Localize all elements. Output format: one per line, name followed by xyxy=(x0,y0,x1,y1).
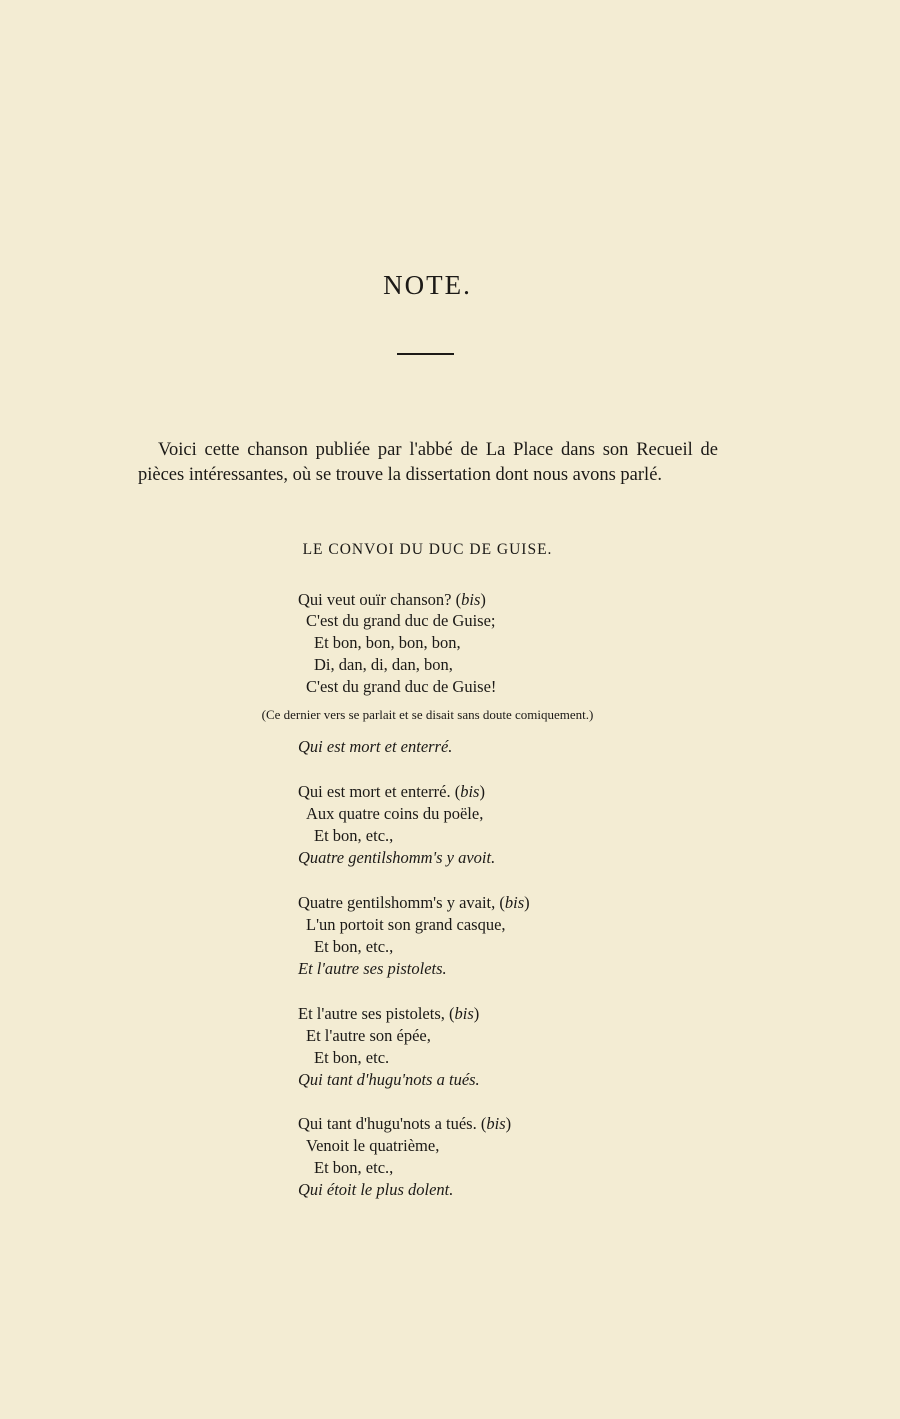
intro-text: Voici cette chanson publiée par l'abbé de La Place dans son Recueil de pièces intéressantes, où se trouve la dissertation dont nous avons parlé. xyxy=(138,440,718,485)
verse-line: Qui est mort et enterré. (bis) xyxy=(298,782,485,801)
verse-line: Qui veut ouïr chanson? (bis) xyxy=(298,590,486,609)
refrain-line: Qui est mort et enterré. xyxy=(298,737,453,756)
refrain-line: Quatre gentilshomm's y avoit. xyxy=(298,848,496,867)
verse-line: C'est du grand duc de Guise! xyxy=(306,677,497,696)
bis-mark: bis xyxy=(504,893,525,912)
page-title: NOTE. xyxy=(383,270,472,300)
song-title: LE CONVOI DU DUC DE GUISE. xyxy=(302,541,553,558)
refrain-line: Qui tant d'hugu'nots a tués. xyxy=(298,1070,480,1089)
verse-line: Et l'autre ses pistolets, (bis) xyxy=(298,1004,480,1023)
bis-mark: bis xyxy=(460,782,480,801)
verse-line: Et bon, etc., xyxy=(314,826,394,845)
verse-line: L'un portoit son grand casque, xyxy=(306,915,506,934)
verse-line: Et l'autre son épée, xyxy=(306,1026,431,1045)
verse-line: Venoit le quatrième, xyxy=(306,1136,440,1155)
verse-line: Aux quatre coins du poële, xyxy=(306,804,484,823)
verse-line: Et bon, etc., xyxy=(314,937,394,956)
verse-line: Et bon, etc., xyxy=(314,1158,394,1177)
verse-line: Di, dan, di, dan, bon, xyxy=(314,655,453,674)
refrain-line: Qui étoit le plus dolent. xyxy=(298,1180,454,1199)
verse-line: Qui tant d'hugu'nots a tués. (bis) xyxy=(298,1114,512,1133)
verse-line: Et bon, etc. xyxy=(314,1048,390,1067)
verse-line: Quatre gentilshomm's y avait, (bis) xyxy=(298,893,530,912)
verse-line: Et bon, bon, bon, bon, xyxy=(314,633,461,652)
refrain-line: Et l'autre ses pistolets. xyxy=(298,959,447,978)
editorial-note: (Ce dernier vers se parlait et se disait sans doute comiquement.) xyxy=(261,707,594,722)
verse-line: C'est du grand duc de Guise; xyxy=(306,611,496,630)
intro-paragraph xyxy=(138,438,718,488)
bis-mark: bis xyxy=(486,1114,506,1133)
title-rule xyxy=(397,353,454,355)
bis-mark: bis xyxy=(461,590,481,609)
bis-mark: bis xyxy=(454,1004,474,1023)
